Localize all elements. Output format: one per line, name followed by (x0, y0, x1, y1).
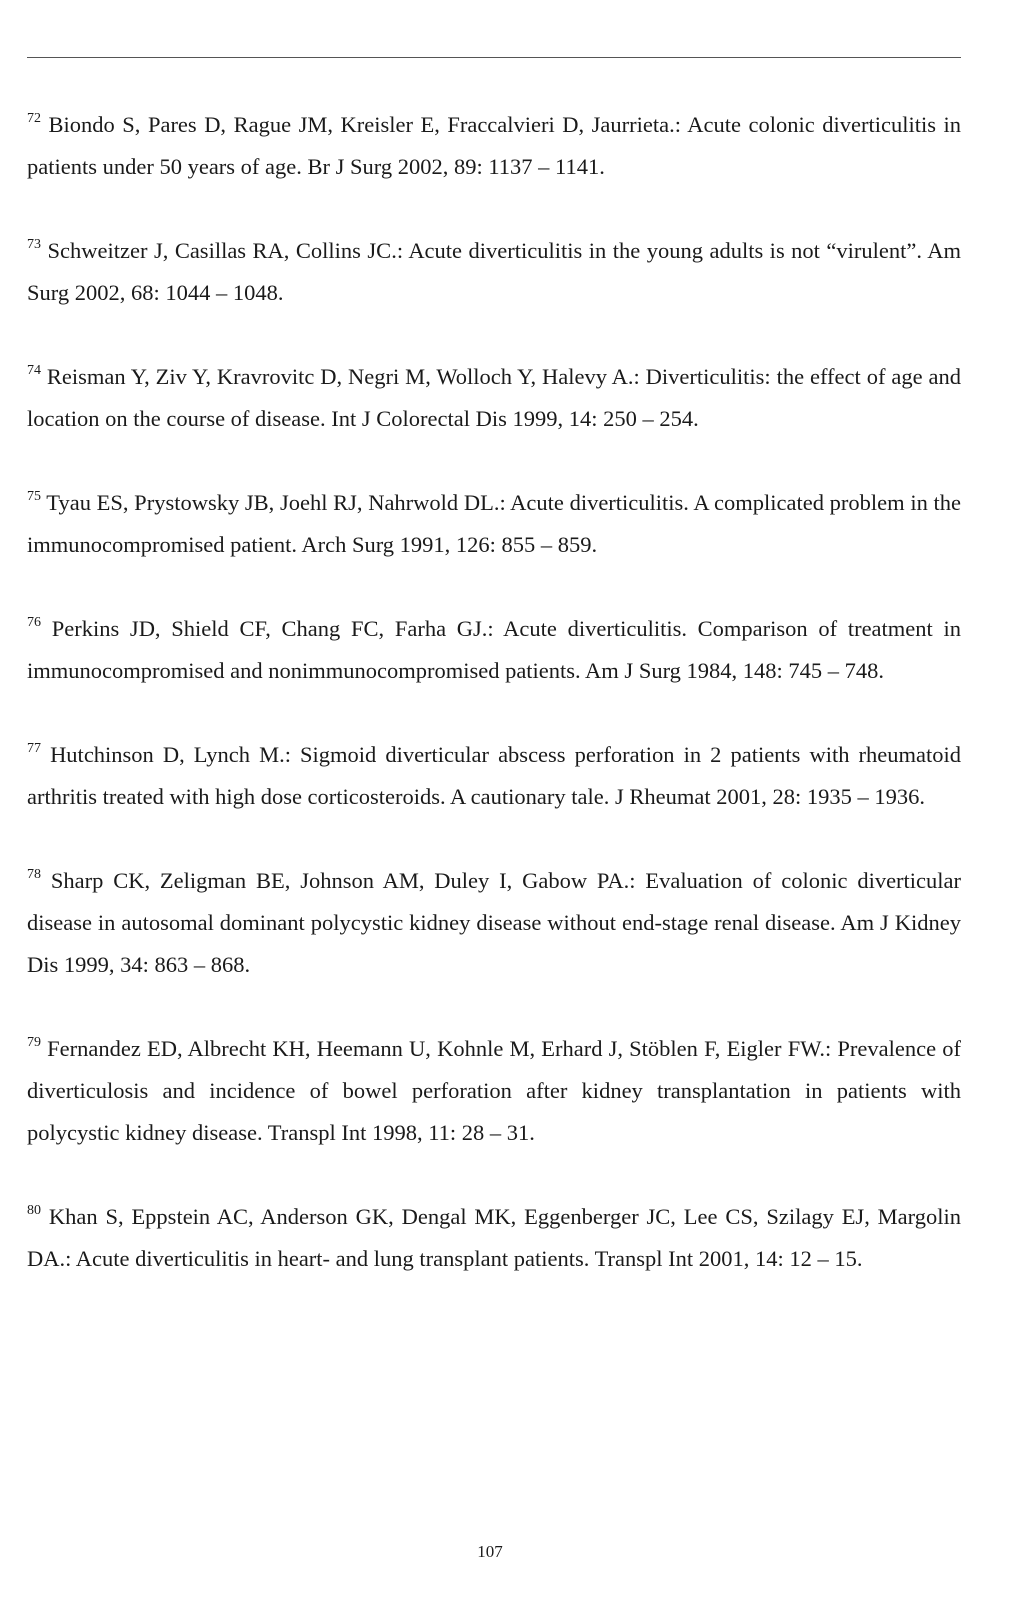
page-number: 107 (477, 1542, 503, 1561)
top-rule (27, 57, 961, 58)
reference-number: 73 (27, 237, 41, 252)
reference-text: Khan S, Eppstein AC, Anderson GK, Dengal MK, Eggenberger JC, Lee CS, Szilagy EJ, Margolin DA.: Acute diverticulitis in heart- and lung transplant patients. Transpl Int 2001, 14: 12 – 15. (27, 1204, 962, 1271)
reference-item (27, 608, 961, 692)
reference-item (27, 860, 961, 986)
reference-number: 72 (27, 111, 41, 126)
reference-text: Perkins JD, Shield CF, Chang FC, Farha GJ.: Acute diverticulitis. Comparison of treatment in immunocompromised and nonimmunocompromised patients. Am J Surg 1984, 148: 745 – 748. (27, 616, 961, 683)
reference-item (27, 230, 961, 314)
reference-text: Sharp CK, Zeligman BE, Johnson AM, Duley I, Gabow PA.: Evaluation of colonic diverticular disease in autosomal dominant polycystic kidney disease without end-stage renal disease. Am J Kidney Dis 1999, 34: 863 – 868. (27, 868, 962, 977)
reference-number: 77 (27, 741, 41, 756)
reference-item (27, 482, 961, 566)
reference-number: 78 (27, 867, 41, 882)
reference-item (27, 104, 961, 188)
reference-text: Schweitzer J, Casillas RA, Collins JC.: Acute diverticulitis in the young adults is not “virulent”. Am Surg 2002, 68: 1044 – 1048. (27, 238, 962, 305)
reference-text: Fernandez ED, Albrecht KH, Heemann U, Kohnle M, Erhard J, Stöblen F, Eigler FW.: Prevalence of diverticulosis and incidence of bowel perforation after kidney transplantation in patients with polycystic kidney disease. Transpl Int 1998, 11: 28 – 31. (27, 1036, 961, 1145)
reference-list (27, 104, 961, 1322)
reference-text: Hutchinson D, Lynch M.: Sigmoid diverticular abscess perforation in 2 patients with rheumatoid arthritis treated with high dose corticosteroids. A cautionary tale. J Rheumat 2001, 28: 1935 – 1936. (27, 742, 962, 809)
reference-number: 76 (27, 615, 41, 630)
reference-text: Tyau ES, Prystowsky JB, Joehl RJ, Nahrwold DL.: Acute diverticulitis. A complicated problem in the immunocompromised patient. Arch Surg 1991, 126: 855 – 859. (27, 490, 962, 557)
reference-number: 74 (27, 363, 41, 378)
reference-item (27, 734, 961, 818)
reference-text: Biondo S, Pares D, Rague JM, Kreisler E, Fraccalvieri D, Jaurrieta.: Acute colonic diverticulitis in patients under 50 years of age. Br J Surg 2002, 89: 1137 – 1141. (27, 112, 961, 179)
reference-item (27, 1196, 961, 1280)
reference-text: Reisman Y, Ziv Y, Kravrovitc D, Negri M, Wolloch Y, Halevy A.: Diverticulitis: the effect of age and location on the course of disease. Int J Colorectal Dis 1999, 14: 250 – 254. (27, 364, 961, 431)
reference-item (27, 356, 961, 440)
reference-item (27, 1028, 961, 1154)
reference-number: 80 (27, 1203, 41, 1218)
reference-number: 75 (27, 489, 41, 504)
reference-number: 79 (27, 1035, 41, 1050)
